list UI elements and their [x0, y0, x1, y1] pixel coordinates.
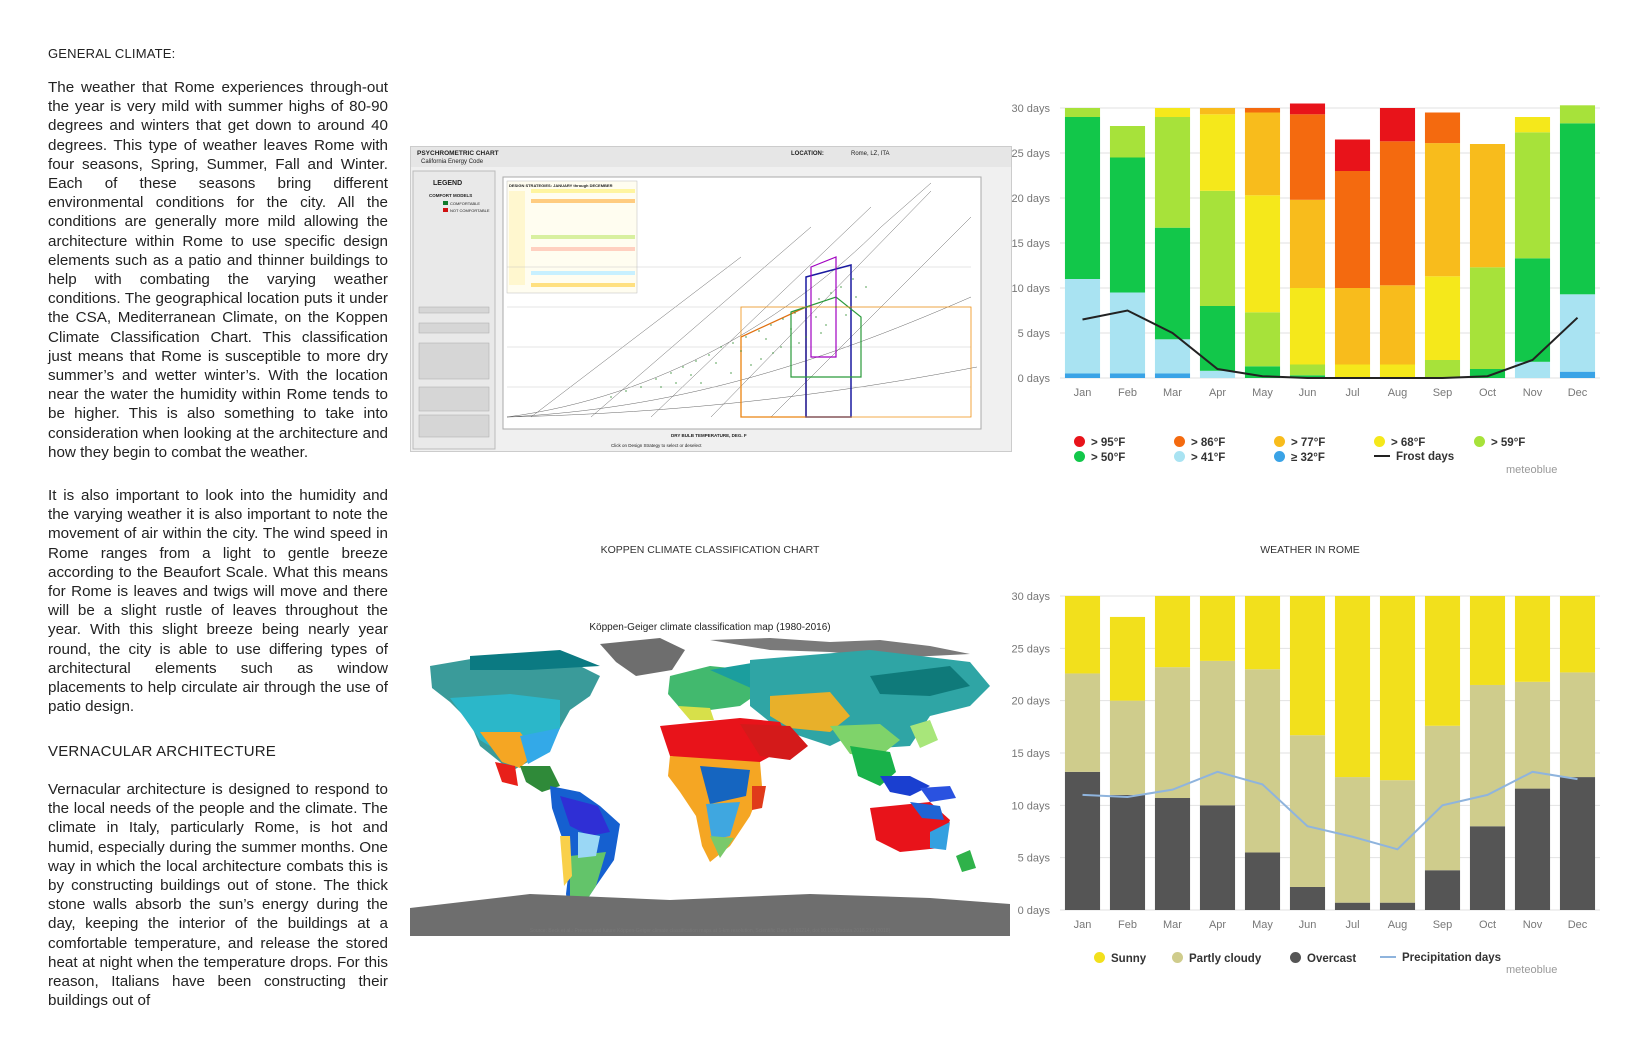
- psychro-location-value: Rome, LZ, ITA: [851, 151, 890, 157]
- legend-gt59: > 59°F: [1474, 436, 1525, 449]
- bar-segment: [1515, 596, 1550, 682]
- bar-segment: [1245, 195, 1280, 312]
- psychro-title: PSYCHROMETRIC CHART: [417, 150, 499, 157]
- koppen-caption: KOPPEN CLIMATE CLASSIFICATION CHART: [600, 544, 820, 556]
- bar-segment: [1065, 117, 1100, 279]
- bar-segment: [1245, 312, 1280, 366]
- x-tick-label: Jan: [1073, 919, 1092, 931]
- y-tick-label: 30 days: [1011, 591, 1050, 603]
- x-tick-label: Nov: [1522, 387, 1543, 399]
- x-tick-label: Oct: [1478, 919, 1497, 931]
- koppen-source: Source: Beck et al.: Present and future Köppen-Geiger climate classification maps at 1-km resolution, Scientific Data 5:180214, doi:10.1038/sdata.2018.214 (2018): [529, 928, 891, 934]
- legend-gt50: > 50°F: [1074, 451, 1125, 464]
- legend-partly-cloudy: Partly cloudy: [1172, 952, 1261, 965]
- x-tick-label: Aug: [1387, 387, 1408, 399]
- bar-segment: [1425, 143, 1460, 276]
- bar-segment: [1425, 596, 1460, 726]
- bar-segment: [1065, 673, 1100, 771]
- meteoblue-credit: meteoblue: [1506, 964, 1558, 976]
- bar-segment: [1290, 365, 1325, 376]
- bar-segment: [1110, 293, 1145, 374]
- koppen-map: [410, 616, 1010, 940]
- legend-swatch: [1074, 451, 1085, 462]
- bar-segment: [1065, 772, 1100, 910]
- bar-segment: [1380, 596, 1415, 780]
- bar-segment: [1155, 339, 1190, 373]
- bar-segment: [1515, 117, 1550, 132]
- bar-segment: [1065, 279, 1100, 374]
- legend-sunny: Sunny: [1094, 952, 1146, 965]
- sky-legend: [1090, 950, 1590, 986]
- bar-segment: [1200, 596, 1235, 661]
- bar-segment: [1155, 667, 1190, 798]
- bar-segment: [1425, 726, 1460, 870]
- bar-segment: [1290, 114, 1325, 200]
- x-tick-label: Jan: [1073, 387, 1092, 399]
- x-tick-label: Mar: [1163, 919, 1182, 931]
- legend-gt95: > 95°F: [1074, 436, 1125, 449]
- psychro-location-label: LOCATION:: [791, 151, 824, 157]
- bar-segment: [1290, 887, 1325, 910]
- bar-segment: [1425, 870, 1460, 910]
- psychrometric-chart: [410, 146, 1012, 452]
- bar-segment: [1560, 123, 1595, 294]
- bar-segment: [1470, 144, 1505, 267]
- bar-segment: [1470, 826, 1505, 910]
- psychro-not-comfortable: NOT COMFORTABLE: [450, 208, 490, 213]
- x-tick-label: Dec: [1567, 387, 1588, 399]
- paragraph-vernacular: Vernacular architecture is designed to respond to the local needs of the people and the climate. The climate in Italy, particularly Rome, is hot and humid, especially during the summer months. One way in which the local architecture combats this is by constructing buildings out of stone. The thick stone walls absorb the sun’s energy during the day, keeping the interior of the buildings at a comfortable temperature, and release the stored heat at night when the temperature drops. For this reason, Italians have been constructing their buildings out of: [48, 781, 388, 1010]
- bar-segment: [1380, 365, 1415, 379]
- bar-segment: [1515, 258, 1550, 362]
- bar-segment: [1380, 141, 1415, 285]
- y-tick-label: 20 days: [1011, 695, 1050, 708]
- y-tick-label: 0 days: [1017, 373, 1050, 385]
- bar-segment: [1155, 117, 1190, 228]
- bar-segment: [1470, 267, 1505, 369]
- bar-segment: [1515, 789, 1550, 910]
- bar-segment: [1425, 113, 1460, 144]
- bar-segment: [1335, 596, 1370, 777]
- bar-segment: [1065, 596, 1100, 673]
- bar-segment: [1200, 191, 1235, 306]
- bar-segment: [1065, 108, 1100, 117]
- bar-segment: [1200, 805, 1235, 910]
- bar-segment: [1245, 113, 1280, 196]
- y-tick-label: 25 days: [1011, 643, 1050, 656]
- bar-segment: [1380, 903, 1415, 910]
- bar-segment: [1155, 108, 1190, 117]
- heading-general-climate: GENERAL CLIMATE:: [48, 46, 176, 61]
- bar-segment: [1110, 374, 1145, 379]
- bar-segment: [1110, 158, 1145, 293]
- y-tick-label: 5 days: [1017, 328, 1050, 340]
- bar-segment: [1380, 108, 1415, 141]
- legend-swatch: [1094, 952, 1105, 963]
- x-tick-label: Aug: [1387, 919, 1408, 931]
- x-tick-label: Apr: [1208, 387, 1227, 399]
- legend-line-swatch: [1380, 956, 1396, 958]
- x-tick-label: May: [1252, 919, 1273, 931]
- x-tick-label: Jun: [1298, 919, 1317, 931]
- x-tick-label: Jun: [1298, 387, 1317, 399]
- psychro-x-axis-label: DRY BULB TEMPERATURE, DEG. F: [671, 433, 747, 438]
- legend-swatch: [1374, 436, 1385, 447]
- bar-segment: [1560, 596, 1595, 672]
- bar-segment: [1200, 114, 1235, 191]
- bar-segment: [1515, 132, 1550, 258]
- bar-segment: [1470, 596, 1505, 685]
- bar-segment: [1200, 306, 1235, 371]
- y-tick-label: 10 days: [1011, 283, 1050, 295]
- weather-in-rome-chart: [1010, 582, 1610, 942]
- legend-overcast: Overcast: [1290, 952, 1356, 965]
- temperature-days-chart: [1010, 96, 1610, 426]
- x-tick-label: Feb: [1118, 387, 1137, 399]
- psychrometric-graphic: [411, 147, 1011, 451]
- bar-segment: [1290, 596, 1325, 735]
- bar-segment: [1155, 798, 1190, 910]
- bar-segment: [1560, 372, 1595, 378]
- bar-segment: [1290, 104, 1325, 115]
- koppen-map-title: Köppen-Geiger climate classification map (1980-2016): [589, 622, 831, 633]
- bar-segment: [1425, 276, 1460, 360]
- bar-segment: [1335, 140, 1370, 172]
- bar-segment: [1290, 735, 1325, 887]
- bar-segment: [1200, 661, 1235, 805]
- y-tick-label: 20 days: [1011, 193, 1050, 205]
- bar-segment: [1290, 200, 1325, 288]
- psychro-design-strategies: DESIGN STRATEGIES: JANUARY through DECEMBER: [509, 183, 613, 188]
- bar-segment: [1560, 777, 1595, 910]
- y-tick-label: 10 days: [1011, 800, 1050, 813]
- world-map-graphic: [410, 636, 1010, 936]
- bar-segment: [1110, 126, 1145, 158]
- bar-segment: [1560, 105, 1595, 123]
- bar-segment: [1110, 701, 1145, 795]
- bar-segment: [1380, 285, 1415, 364]
- x-tick-label: Sep: [1432, 387, 1453, 399]
- legend-ge32: ≥ 32°F: [1274, 451, 1325, 464]
- legend-gt68: > 68°F: [1374, 436, 1425, 449]
- x-tick-label: Mar: [1163, 387, 1182, 399]
- bar-segment: [1245, 852, 1280, 910]
- x-tick-label: May: [1252, 387, 1273, 399]
- x-tick-label: Jul: [1345, 919, 1360, 931]
- legend-gt86: > 86°F: [1174, 436, 1225, 449]
- legend-gt77: > 77°F: [1274, 436, 1325, 449]
- heading-vernacular-architecture: VERNACULAR ARCHITECTURE: [48, 743, 276, 760]
- bar-segment: [1245, 596, 1280, 669]
- y-tick-label: 0 days: [1017, 905, 1050, 917]
- y-tick-label: 5 days: [1017, 852, 1050, 865]
- bar-segment: [1335, 171, 1370, 288]
- meteoblue-credit: meteoblue: [1506, 464, 1558, 476]
- x-tick-label: Nov: [1522, 919, 1543, 931]
- legend-swatch: [1174, 451, 1185, 462]
- bar-segment: [1110, 617, 1145, 701]
- paragraph-general-climate: The weather that Rome experiences through-out the year is very mild with summer highs of 80-90 degrees and winters that get down to around 40 degrees. This type of weather leaves Rome with four seasons, Spring, Summer, Fall and Winter. Each of these seasons bring different environmental conditions for the city. All the conditions are generally more mild allowing the architecture within Rome to use specific design elements such as a patio and thinner buildings to help with combating the varying weather conditions. The geographical location puts it under the CSA, Mediterranean Climate, on the Koppen Climate Classification Chart. This classification just means that Rome is susceptible to more dry summer’s and wetter winter’s. With the location near the water the humidity within Rome tends to be higher. This is also something to take into consideration when looking at the architecture and how they begin to combat the weather.: [48, 79, 388, 461]
- y-tick-label: 25 days: [1011, 148, 1050, 160]
- bar-segment: [1335, 288, 1370, 365]
- psychro-footer: Click on Design Strategy to select or deselect: [611, 443, 702, 448]
- legend-swatch: [1172, 952, 1183, 963]
- bar-segment: [1470, 685, 1505, 826]
- bar-segment: [1245, 108, 1280, 113]
- legend-swatch: [1174, 436, 1185, 447]
- bar-segment: [1065, 374, 1100, 379]
- legend-frost-days: Frost days: [1374, 451, 1454, 463]
- weather-caption: WEATHER IN ROME: [1260, 544, 1360, 556]
- legend-swatch: [1274, 451, 1285, 462]
- bar-segment: [1200, 108, 1235, 114]
- bar-segment: [1155, 596, 1190, 667]
- bar-segment: [1380, 780, 1415, 902]
- bar-segment: [1245, 669, 1280, 852]
- legend-swatch: [1474, 436, 1485, 447]
- legend-precipitation-days: Precipitation days: [1380, 952, 1501, 964]
- bar-segment: [1335, 903, 1370, 910]
- y-tick-label: 15 days: [1011, 748, 1050, 760]
- legend-line-swatch: [1374, 455, 1390, 457]
- legend-swatch: [1274, 436, 1285, 447]
- temperature-legend: [1070, 434, 1590, 486]
- x-tick-label: Jul: [1345, 387, 1360, 399]
- psychro-subtitle: California Energy Code: [421, 159, 484, 165]
- psychro-legend-title: LEGEND: [433, 180, 463, 187]
- bar-segment: [1560, 294, 1595, 371]
- y-tick-label: 30 days: [1011, 103, 1050, 115]
- legend-gt41: > 41°F: [1174, 451, 1225, 464]
- x-tick-label: Dec: [1567, 919, 1588, 931]
- paragraph-wind: It is also important to look into the humidity and the varying weather it is also important to note the movement of air within the city. The wind speed in Rome ranges from a light to gentle breeze according to the Beaufort Scale. What this means for Rome is leaves and twigs will move and there will be a slight rustle of leaves throughout the year. With this slight breeze being nearly year round, the city is able to use differing types of architectural elements such as window placements to help circulate air through the use of patio design.: [48, 487, 388, 716]
- x-tick-label: Apr: [1208, 919, 1227, 931]
- x-tick-label: Oct: [1478, 387, 1497, 399]
- x-tick-label: Feb: [1118, 919, 1137, 931]
- bar-segment: [1155, 228, 1190, 340]
- bar-segment: [1290, 288, 1325, 365]
- x-tick-label: Sep: [1432, 919, 1453, 931]
- legend-swatch: [1074, 436, 1085, 447]
- bar-segment: [1335, 365, 1370, 379]
- bar-segment: [1425, 360, 1460, 378]
- y-tick-label: 15 days: [1011, 238, 1050, 250]
- legend-swatch: [1290, 952, 1301, 963]
- bar-segment: [1560, 672, 1595, 777]
- bar-segment: [1155, 374, 1190, 379]
- psychro-comfort-title: COMFORT MODELS: [429, 193, 473, 198]
- psychro-comfortable: COMFORTABLE: [450, 201, 481, 206]
- bar-segment: [1110, 795, 1145, 910]
